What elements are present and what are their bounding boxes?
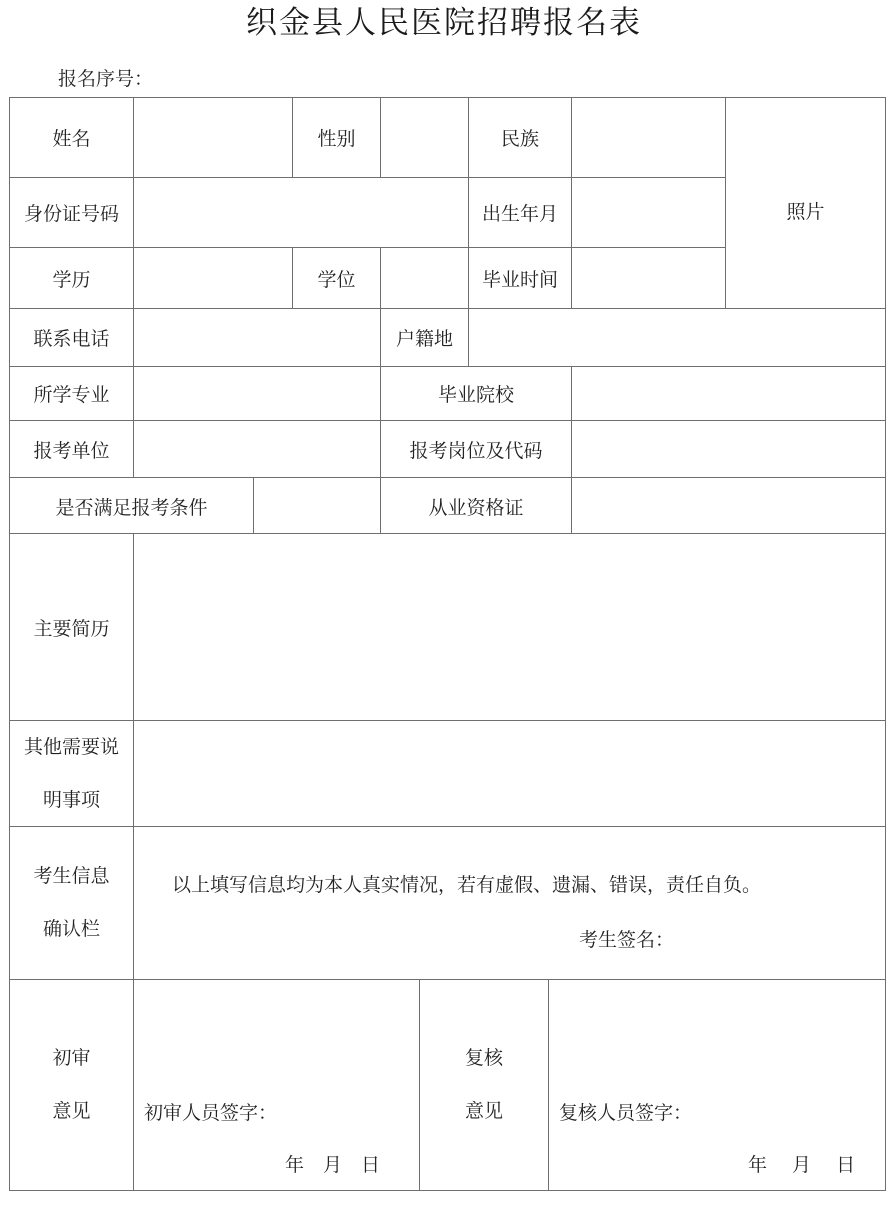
recheck-label-line-1: 复核: [464, 1047, 503, 1069]
gender-label: 性别: [317, 128, 356, 150]
phone-input[interactable]: [134, 309, 380, 366]
degree-input[interactable]: [381, 248, 468, 308]
candidate-confirm-label-line-1: 考生信息: [33, 865, 110, 887]
degree-label: 学位: [317, 268, 356, 291]
major-input[interactable]: [134, 367, 380, 420]
graduation-time-input[interactable]: [572, 248, 725, 308]
resume-label: 主要简历: [33, 617, 110, 640]
unit-label: 报考单位: [33, 439, 110, 462]
name-label: 姓名: [52, 128, 91, 150]
post-code-label: 报考岗位及代码: [409, 439, 543, 462]
candidate-statement: 以上填写信息均为本人真实情况，若有虚假、遗漏、错误，责任自负。: [172, 874, 762, 896]
other-items-label-line-1: 其他需要说: [23, 735, 119, 758]
candidate-signature-label: 考生签名：: [579, 929, 675, 951]
candidate-signature-area[interactable]: [680, 916, 870, 961]
photo-box[interactable]: [726, 98, 885, 308]
table-border-right: [885, 97, 886, 1191]
certificate-input[interactable]: [572, 478, 885, 534]
education-label: 学历: [52, 268, 91, 291]
school-label: 毕业院校: [437, 384, 514, 406]
major-label: 所学专业: [33, 384, 110, 406]
certificate-label: 从业资格证: [428, 496, 524, 519]
household-input[interactable]: [469, 309, 885, 366]
recheck-opinion-area[interactable]: [549, 980, 885, 1082]
initial-review-label-line-2: 意见: [52, 1100, 91, 1122]
initial-review-label: [10, 1030, 133, 1140]
initial-review-date: 年 月 日: [285, 1153, 381, 1176]
photo-label: 照片: [786, 201, 825, 223]
qualified-input[interactable]: [254, 478, 380, 534]
resume-input[interactable]: [134, 534, 885, 720]
phone-label: 联系电话: [33, 328, 110, 350]
education-input[interactable]: [134, 248, 292, 308]
candidate-confirm-label: [10, 827, 133, 979]
recheck-label: [420, 1030, 548, 1140]
recheck-signer-label: 复核人员签字：: [559, 1101, 693, 1124]
graduation-time-label: 毕业时间: [481, 268, 558, 291]
birth-input[interactable]: [572, 178, 725, 247]
school-input[interactable]: [572, 367, 885, 420]
candidate-confirm-label-line-2: 确认栏: [42, 918, 100, 940]
initial-review-label-line-1: 初审: [52, 1047, 91, 1069]
household-label: 户籍地: [395, 328, 453, 350]
initial-review-opinion-area[interactable]: [134, 980, 419, 1082]
id-number-label: 身份证号码: [23, 203, 119, 225]
ethnicity-input[interactable]: [572, 98, 725, 177]
other-items-label-line-2: 明事项: [42, 788, 100, 811]
name-input[interactable]: [134, 98, 292, 177]
row-divider-9: [9, 826, 886, 827]
gender-input[interactable]: [381, 98, 468, 177]
ethnicity-label: 民族: [500, 128, 539, 150]
table-border-bottom: [9, 1190, 886, 1191]
other-items-label: [10, 721, 133, 826]
initial-reviewer-signature-label: 初审人员签字：: [144, 1101, 278, 1124]
id-number-input[interactable]: [134, 178, 468, 247]
qualified-label: 是否满足报考条件: [55, 496, 208, 519]
other-items-input[interactable]: [134, 721, 885, 826]
serial-number-label: 报名序号：: [58, 68, 154, 90]
recheck-label-line-2: 意见: [464, 1100, 503, 1122]
birth-label: 出生年月: [481, 203, 558, 225]
post-code-input[interactable]: [572, 421, 885, 477]
recheck-date: 年 月 日: [748, 1153, 856, 1176]
unit-input[interactable]: [134, 421, 380, 477]
form-title: 织金县人民医院招聘报名表: [246, 5, 642, 41]
